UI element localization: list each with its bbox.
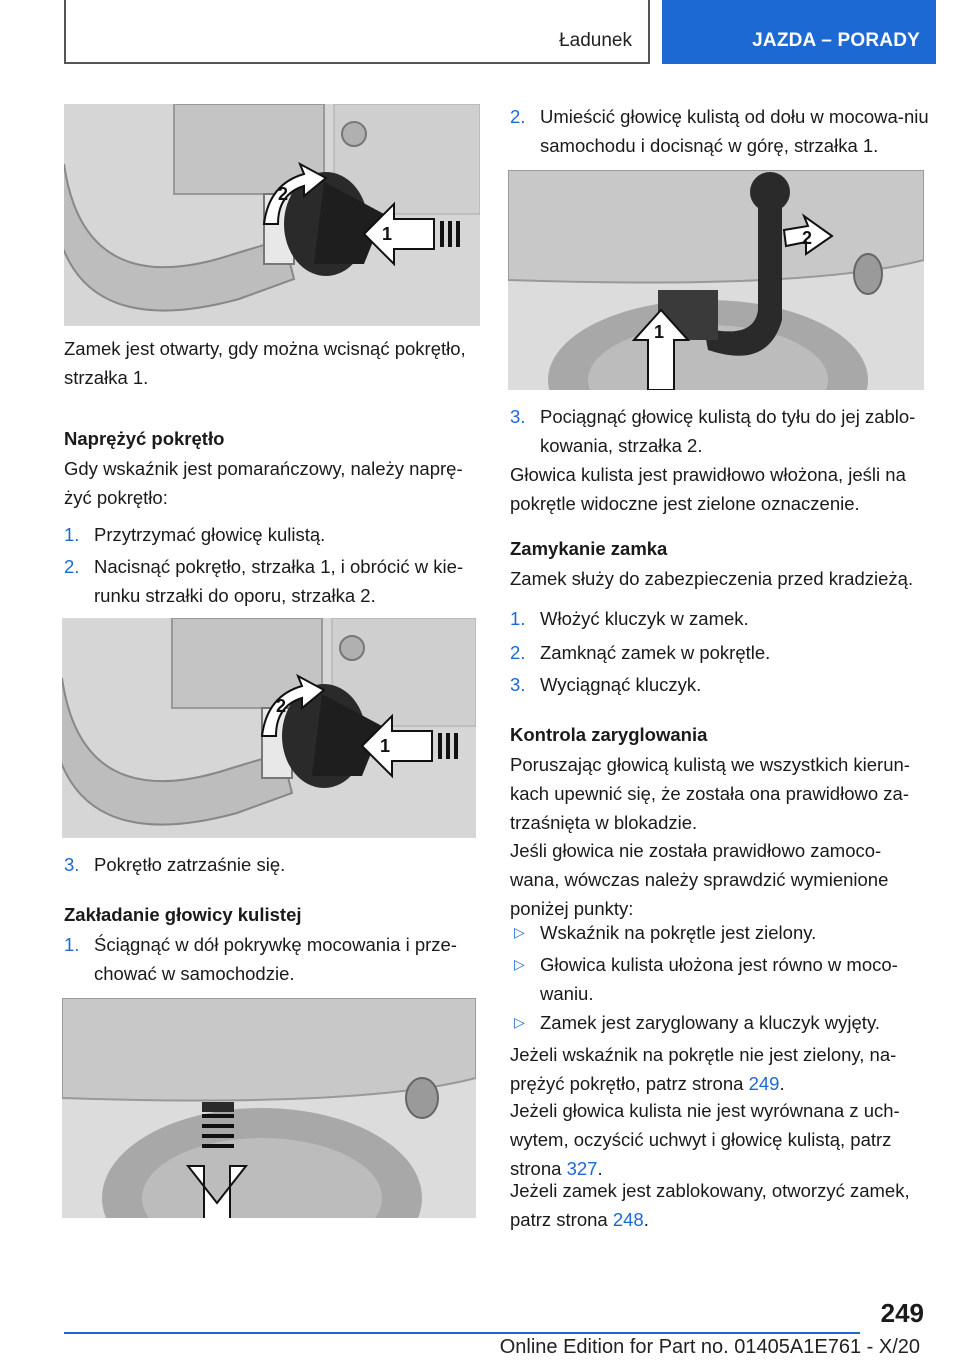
bullet-triangle-icon: ▷ <box>514 924 525 940</box>
check-intro: Poruszając głowicą kulistą we wszystkich kierun-kach upewnić się, że została ona prawidłowo za-trzaśnięta w blokadzie. <box>510 754 910 833</box>
cover-removal-illustration <box>62 998 476 1218</box>
tension-step-2 <box>64 552 478 610</box>
step-number: 1. <box>64 934 80 955</box>
step-number: 3. <box>510 406 526 427</box>
check-bullet-1 <box>510 918 924 947</box>
period: . <box>779 1073 785 1094</box>
ref-clean <box>510 1096 924 1183</box>
lock-step-3 <box>510 670 924 699</box>
arrow-label-1: 1 <box>380 736 391 756</box>
step-number: 2. <box>510 106 526 127</box>
step-number: 3. <box>510 674 526 695</box>
lock-step-2 <box>510 638 924 667</box>
period: . <box>643 1209 649 1230</box>
step-text: Nacisnąć pokrętło, strzałka 1, i obrócić w kie-runku strzałki do oporu, strzałka 2. <box>94 556 464 606</box>
caption-lock-open: Zamek jest otwarty, gdy można wcisnąć pokrętło, strzałka 1. <box>64 338 466 388</box>
page-number: 249 <box>880 1298 924 1328</box>
arrow-label-1: 1 <box>654 322 665 342</box>
check-if: Jeśli głowica nie została prawidłowo zamoco-wana, wówczas należy sprawdzić wymienione poniżej punkty: <box>510 840 889 919</box>
step-text: Pokrętło zatrzaśnie się. <box>94 854 286 875</box>
header-chapter-box <box>662 0 936 64</box>
step-number: 1. <box>64 524 80 545</box>
arrow-label-1: 1 <box>382 224 393 244</box>
tension-intro: Gdy wskaźnik jest pomarańczowy, należy naprę-żyć pokrętło: <box>64 458 463 508</box>
figure-insert-ball <box>508 170 924 390</box>
header-section-title: Ładunek <box>559 30 632 51</box>
step-number: 3. <box>64 854 80 875</box>
heading-tension-knob: Naprężyć pokrętło <box>64 428 225 449</box>
period: . <box>597 1158 603 1179</box>
step-text: Ściągnąć w dół pokrywkę mocowania i prze-chować w samochodzie. <box>94 934 457 984</box>
arrow-label-2: 2 <box>802 228 813 248</box>
heading-closing-lock: Zamykanie zamka <box>510 538 668 559</box>
header-chapter-title: JAZDA – PORADY <box>752 30 920 51</box>
mount-step-1 <box>64 930 478 988</box>
figure-cover-removal <box>62 998 476 1218</box>
step-number: 1. <box>510 608 526 629</box>
step-text: Pociągnąć głowicę kulistą do tyłu do jej zablo-kowania, strzałka 2. <box>540 406 916 456</box>
step-text: Przytrzymać głowicę kulistą. <box>94 524 326 545</box>
ref-text: Jeżeli głowica kulista nie jest wyrównana z uch-wytem, oczyścić uchwyt i głowicę kulistą, patrz strona <box>510 1100 900 1179</box>
ref-text: Jeżeli wskaźnik na pokrętle nie jest zielony, na-prężyć pokrętło, patrz strona <box>510 1044 897 1094</box>
page-link-327[interactable]: 327 <box>566 1158 598 1179</box>
step-text: Wyciągnąć kluczyk. <box>540 674 702 695</box>
bullet-triangle-icon: ▷ <box>514 1014 525 1030</box>
bullet-text: Wskaźnik na pokrętle jest zielony. <box>540 922 817 943</box>
ref-unlock <box>510 1176 924 1234</box>
figure-knob-open <box>64 104 480 326</box>
mount-step-3 <box>510 402 930 460</box>
step-text: Włożyć kluczyk w zamek. <box>540 608 749 629</box>
step-text: Umieścić głowicę kulistą od dołu w mocowa-niu samochodu i docisnąć w górę, strzałka 1. <box>540 106 929 156</box>
header-section-box <box>64 0 650 64</box>
ref-tension <box>510 1040 924 1098</box>
knob-turn-illustration <box>62 618 476 838</box>
mount-note: Głowica kulista jest prawidłowo włożona, jeśli na pokrętle widoczne jest zielone oznaczenie. <box>510 464 906 514</box>
step-text: Zamknąć zamek w pokrętle. <box>540 642 771 663</box>
lock-step-1 <box>510 604 924 633</box>
insert-ball-illustration <box>508 170 924 390</box>
ref-text: Jeżeli zamek jest zablokowany, otworzyć zamek, patrz strona <box>510 1180 910 1230</box>
arrow-label-2: 2 <box>278 184 289 204</box>
tension-step-3 <box>64 850 478 879</box>
knob-illustration <box>64 104 480 326</box>
check-bullet-2 <box>510 950 924 1008</box>
bullet-text: Głowica kulista ułożona jest równo w moco-waniu. <box>540 954 898 1004</box>
figure-knob-turn <box>62 618 476 838</box>
bullet-triangle-icon: ▷ <box>514 956 525 972</box>
lock-intro: Zamek służy do zabezpieczenia przed kradzieżą. <box>510 568 914 589</box>
step-number: 2. <box>64 556 80 577</box>
page-link-249[interactable]: 249 <box>748 1073 780 1094</box>
footer-divider <box>64 1332 860 1334</box>
page-link-248[interactable]: 248 <box>612 1209 644 1230</box>
mount-step-2 <box>510 102 930 160</box>
heading-mount-ball: Zakładanie głowicy kulistej <box>64 904 302 925</box>
heading-lock-check: Kontrola zaryglowania <box>510 724 708 745</box>
step-number: 2. <box>510 642 526 663</box>
footer-edition: Online Edition for Part no. 01405A1E761 - X/20 <box>499 1336 920 1358</box>
page-header <box>64 0 936 64</box>
bullet-text: Zamek jest zaryglowany a kluczyk wyjęty. <box>540 1012 880 1033</box>
tension-step-1 <box>64 520 478 549</box>
arrow-label-2: 2 <box>276 696 287 716</box>
check-bullet-3 <box>510 1008 924 1037</box>
